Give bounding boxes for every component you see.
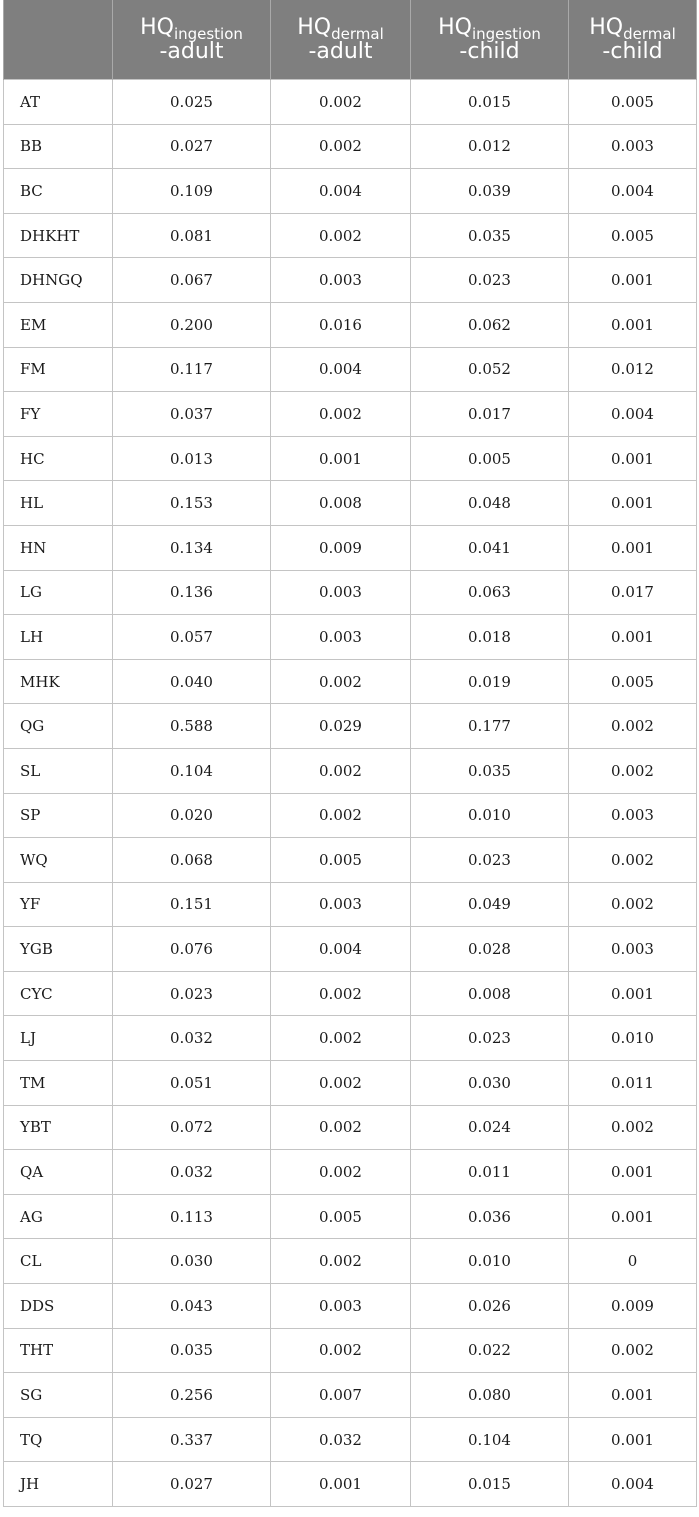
site-name-cell: LG — [4, 570, 113, 615]
value-cell: 0.002 — [271, 1105, 411, 1150]
value-cell: 0.002 — [271, 124, 411, 169]
value-cell: 0.009 — [271, 525, 411, 570]
site-name-cell: YBT — [4, 1105, 113, 1150]
value-cell: 0.003 — [271, 615, 411, 660]
value-cell: 0.004 — [569, 1462, 697, 1507]
header-line-main — [569, 14, 696, 43]
header-main-text: HQ — [140, 14, 174, 40]
value-cell: 0.001 — [569, 615, 697, 660]
value-cell: 0.010 — [411, 1239, 569, 1284]
value-cell: 0.023 — [411, 838, 569, 883]
header-subscript-text: ingestion — [173, 24, 243, 43]
value-cell: 0.020 — [113, 793, 271, 838]
value-cell: 0.003 — [569, 793, 697, 838]
value-cell: 0.029 — [271, 704, 411, 749]
site-name-cell: FY — [4, 392, 113, 437]
value-cell: 0.104 — [113, 748, 271, 793]
value-cell: 0.015 — [411, 80, 569, 125]
header-suffix-text: -adult — [308, 38, 373, 64]
header-subscript-text: dermal — [623, 24, 676, 43]
site-name-cell: HL — [4, 481, 113, 526]
value-cell: 0.023 — [113, 971, 271, 1016]
value-cell: 0.002 — [569, 882, 697, 927]
value-cell: 0.002 — [271, 1016, 411, 1061]
site-name-cell: BB — [4, 124, 113, 169]
value-cell: 0.002 — [569, 748, 697, 793]
value-cell: 0.588 — [113, 704, 271, 749]
value-cell: 0.002 — [271, 1150, 411, 1195]
site-name-cell: YF — [4, 882, 113, 927]
header-line-main — [271, 14, 410, 43]
site-name-cell: FM — [4, 347, 113, 392]
site-name-cell: WQ — [4, 838, 113, 883]
table-row — [4, 793, 697, 838]
value-cell: 0.019 — [411, 659, 569, 704]
value-cell: 0.001 — [569, 1417, 697, 1462]
value-cell: 0.032 — [271, 1417, 411, 1462]
value-cell: 0.002 — [271, 392, 411, 437]
value-cell: 0.001 — [569, 1373, 697, 1418]
site-name-cell: SP — [4, 793, 113, 838]
table-row — [4, 927, 697, 972]
table-row — [4, 1194, 697, 1239]
value-cell: 0.177 — [411, 704, 569, 749]
hazard-quotient-table — [3, 0, 697, 1507]
value-cell: 0.002 — [569, 1105, 697, 1150]
value-cell: 0.256 — [113, 1373, 271, 1418]
value-cell: 0.023 — [411, 258, 569, 303]
table-row — [4, 302, 697, 347]
value-cell: 0.010 — [569, 1016, 697, 1061]
table-body — [4, 80, 697, 1507]
value-cell: 0.002 — [569, 838, 697, 883]
site-name-cell: AG — [4, 1194, 113, 1239]
header-cell-col-4 — [569, 0, 697, 80]
site-name-cell: THT — [4, 1328, 113, 1373]
site-name-cell: JH — [4, 1462, 113, 1507]
value-cell: 0.200 — [113, 302, 271, 347]
value-cell: 0.001 — [569, 1194, 697, 1239]
value-cell: 0.153 — [113, 481, 271, 526]
value-cell: 0.001 — [569, 481, 697, 526]
value-cell: 0.010 — [411, 793, 569, 838]
value-cell: 0.005 — [569, 659, 697, 704]
table-row — [4, 436, 697, 481]
value-cell: 0.037 — [113, 392, 271, 437]
value-cell: 0.001 — [271, 436, 411, 481]
value-cell: 0.022 — [411, 1328, 569, 1373]
header-row — [4, 0, 697, 80]
site-name-cell: LJ — [4, 1016, 113, 1061]
value-cell: 0.005 — [271, 1194, 411, 1239]
site-name-cell: HC — [4, 436, 113, 481]
value-cell: 0.011 — [411, 1150, 569, 1195]
table-row — [4, 169, 697, 214]
site-name-cell: MHK — [4, 659, 113, 704]
value-cell: 0.002 — [271, 659, 411, 704]
site-name-cell: LH — [4, 615, 113, 660]
table-row — [4, 1061, 697, 1106]
header-line-main — [411, 14, 568, 43]
value-cell: 0.041 — [411, 525, 569, 570]
value-cell: 0.012 — [411, 124, 569, 169]
value-cell: 0.030 — [113, 1239, 271, 1284]
table-row — [4, 1016, 697, 1061]
value-cell: 0.004 — [271, 927, 411, 972]
site-name-cell: SG — [4, 1373, 113, 1418]
site-name-cell: QG — [4, 704, 113, 749]
table-row — [4, 481, 697, 526]
value-cell: 0.005 — [271, 838, 411, 883]
table-row — [4, 1373, 697, 1418]
table-row — [4, 392, 697, 437]
value-cell: 0.003 — [271, 882, 411, 927]
table-row — [4, 525, 697, 570]
header-subscript-text: ingestion — [471, 24, 541, 43]
value-cell: 0.002 — [271, 971, 411, 1016]
value-cell: 0.001 — [569, 302, 697, 347]
header-suffix-text: -child — [459, 38, 520, 64]
value-cell: 0.004 — [271, 169, 411, 214]
site-name-cell: DHNGQ — [4, 258, 113, 303]
value-cell: 0.003 — [271, 1284, 411, 1329]
value-cell: 0.015 — [411, 1462, 569, 1507]
value-cell: 0.007 — [271, 1373, 411, 1418]
value-cell: 0.024 — [411, 1105, 569, 1150]
value-cell: 0.004 — [569, 392, 697, 437]
value-cell: 0.040 — [113, 659, 271, 704]
value-cell: 0.002 — [271, 213, 411, 258]
value-cell: 0.001 — [569, 525, 697, 570]
value-cell: 0.003 — [271, 570, 411, 615]
site-name-cell: DHKHT — [4, 213, 113, 258]
value-cell: 0.039 — [411, 169, 569, 214]
value-cell: 0.016 — [271, 302, 411, 347]
value-cell: 0.001 — [569, 1150, 697, 1195]
value-cell: 0.017 — [569, 570, 697, 615]
header-main-text: HQ — [297, 14, 332, 40]
value-cell: 0.001 — [569, 258, 697, 303]
value-cell: 0.002 — [271, 1239, 411, 1284]
value-cell: 0.057 — [113, 615, 271, 660]
value-cell: 0.134 — [113, 525, 271, 570]
value-cell: 0.062 — [411, 302, 569, 347]
value-cell: 0.005 — [411, 436, 569, 481]
table-row — [4, 1284, 697, 1329]
site-name-cell: SL — [4, 748, 113, 793]
site-name-cell: CL — [4, 1239, 113, 1284]
site-name-cell: EM — [4, 302, 113, 347]
value-cell: 0.002 — [569, 1328, 697, 1373]
site-name-cell: YGB — [4, 927, 113, 972]
table-row — [4, 838, 697, 883]
value-cell: 0.036 — [411, 1194, 569, 1239]
table-row — [4, 258, 697, 303]
value-cell: 0.049 — [411, 882, 569, 927]
value-cell: 0.001 — [569, 971, 697, 1016]
table-row — [4, 971, 697, 1016]
table-row — [4, 213, 697, 258]
table-row — [4, 124, 697, 169]
value-cell: 0.023 — [411, 1016, 569, 1061]
value-cell: 0.337 — [113, 1417, 271, 1462]
value-cell: 0.025 — [113, 80, 271, 125]
table-row — [4, 347, 697, 392]
value-cell: 0.004 — [271, 347, 411, 392]
table-header — [4, 0, 697, 80]
value-cell: 0.003 — [569, 927, 697, 972]
site-name-cell: BC — [4, 169, 113, 214]
value-cell: 0.035 — [411, 748, 569, 793]
table-row — [4, 80, 697, 125]
value-cell: 0.008 — [411, 971, 569, 1016]
value-cell: 0.002 — [271, 793, 411, 838]
value-cell: 0.032 — [113, 1016, 271, 1061]
value-cell: 0.027 — [113, 124, 271, 169]
table-row — [4, 1105, 697, 1150]
value-cell: 0.027 — [113, 1462, 271, 1507]
header-main-text: HQ — [438, 14, 472, 40]
value-cell: 0.009 — [569, 1284, 697, 1329]
value-cell: 0.003 — [569, 124, 697, 169]
value-cell: 0.068 — [113, 838, 271, 883]
table-row — [4, 1462, 697, 1507]
value-cell: 0.001 — [569, 436, 697, 481]
value-cell: 0.008 — [271, 481, 411, 526]
value-cell: 0.109 — [113, 169, 271, 214]
header-cell-col-1 — [113, 0, 271, 80]
table-row — [4, 1239, 697, 1284]
value-cell: 0.063 — [411, 570, 569, 615]
table-row — [4, 748, 697, 793]
site-name-cell: QA — [4, 1150, 113, 1195]
value-cell: 0.013 — [113, 436, 271, 481]
value-cell: 0.048 — [411, 481, 569, 526]
site-name-cell: CYC — [4, 971, 113, 1016]
value-cell: 0.032 — [113, 1150, 271, 1195]
header-cell-col-3 — [411, 0, 569, 80]
header-subscript-text: dermal — [331, 24, 384, 43]
value-cell: 0.052 — [411, 347, 569, 392]
table-row — [4, 1328, 697, 1373]
value-cell: 0.002 — [271, 80, 411, 125]
table-row — [4, 1417, 697, 1462]
value-cell: 0.011 — [569, 1061, 697, 1106]
site-name-cell: AT — [4, 80, 113, 125]
value-cell: 0.002 — [271, 1328, 411, 1373]
table-row — [4, 615, 697, 660]
value-cell: 0.028 — [411, 927, 569, 972]
value-cell: 0.072 — [113, 1105, 271, 1150]
value-cell: 0.104 — [411, 1417, 569, 1462]
header-line-main — [113, 14, 270, 43]
site-name-cell: TQ — [4, 1417, 113, 1462]
value-cell: 0.035 — [113, 1328, 271, 1373]
value-cell: 0.113 — [113, 1194, 271, 1239]
header-cell-site — [4, 0, 113, 80]
value-cell: 0.080 — [411, 1373, 569, 1418]
value-cell: 0.002 — [569, 704, 697, 749]
header-cell-col-2 — [271, 0, 411, 80]
value-cell: 0.117 — [113, 347, 271, 392]
header-suffix-text: -child — [602, 38, 663, 64]
value-cell: 0.012 — [569, 347, 697, 392]
value-cell: 0.026 — [411, 1284, 569, 1329]
site-name-cell: TM — [4, 1061, 113, 1106]
value-cell: 0.002 — [271, 1061, 411, 1106]
value-cell: 0.003 — [271, 258, 411, 303]
header-suffix-text: -adult — [159, 38, 224, 64]
value-cell: 0.076 — [113, 927, 271, 972]
value-cell: 0.151 — [113, 882, 271, 927]
table-row — [4, 1150, 697, 1195]
header-main-text: HQ — [589, 14, 624, 40]
table-row — [4, 570, 697, 615]
value-cell: 0.035 — [411, 213, 569, 258]
site-name-cell: HN — [4, 525, 113, 570]
table-row — [4, 882, 697, 927]
site-name-cell: DDS — [4, 1284, 113, 1329]
value-cell: 0.017 — [411, 392, 569, 437]
value-cell: 0.081 — [113, 213, 271, 258]
value-cell: 0.001 — [271, 1462, 411, 1507]
value-cell: 0.005 — [569, 213, 697, 258]
table-row — [4, 704, 697, 749]
value-cell: 0.030 — [411, 1061, 569, 1106]
value-cell: 0.018 — [411, 615, 569, 660]
value-cell: 0.067 — [113, 258, 271, 303]
value-cell: 0.004 — [569, 169, 697, 214]
value-cell: 0.043 — [113, 1284, 271, 1329]
value-cell: 0.136 — [113, 570, 271, 615]
table-row — [4, 659, 697, 704]
value-cell: 0.005 — [569, 80, 697, 125]
value-cell: 0.051 — [113, 1061, 271, 1106]
value-cell: 0 — [569, 1239, 697, 1284]
value-cell: 0.002 — [271, 748, 411, 793]
